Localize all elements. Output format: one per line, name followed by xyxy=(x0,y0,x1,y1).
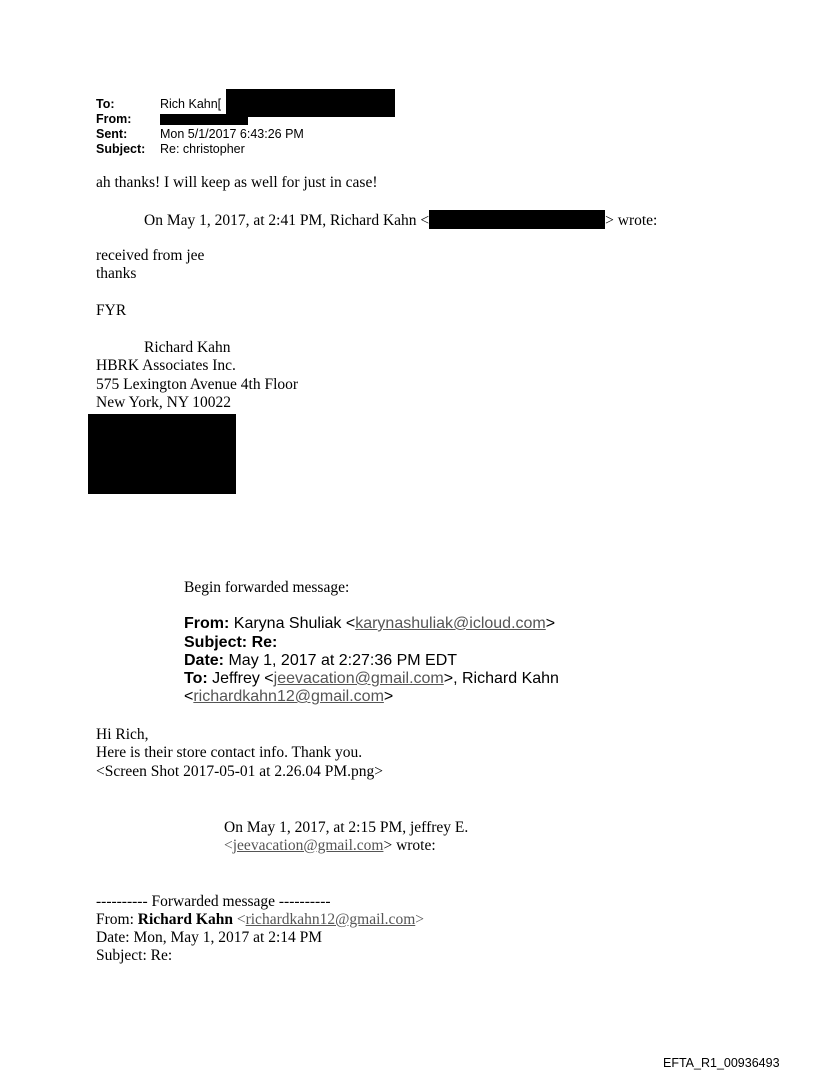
forward-date-label: Date: xyxy=(184,652,225,669)
quote-intro-pre: On May 1, 2017, at 2:41 PM, Richard Kahn < xyxy=(144,212,430,229)
forward-from-email[interactable]: karynashuliak@icloud.com xyxy=(355,615,546,632)
forward-from-name: Karyna Shuliak < xyxy=(229,615,356,632)
quote-intro-post: > wrote: xyxy=(605,212,658,229)
forward-to-label: To: xyxy=(184,670,208,687)
signature-address2: New York, NY 10022 xyxy=(96,394,232,411)
forward-to-close2: > xyxy=(383,688,394,705)
jeffrey-quote-email[interactable]: jeevacation@gmail.com xyxy=(232,837,384,854)
forward-subject-label: Subject: Re: xyxy=(184,634,278,651)
line-fyr: FYR xyxy=(96,302,127,319)
subject-value: Re: christopher xyxy=(160,142,245,156)
redaction-from xyxy=(160,114,248,125)
from-label: From: xyxy=(96,112,132,126)
jeffrey-quote-line2 xyxy=(224,837,436,855)
inner-forward-from xyxy=(96,911,424,929)
jeffrey-quote-open: < xyxy=(224,837,233,854)
redaction-to-email xyxy=(226,89,395,117)
forward-to-line2 xyxy=(184,688,393,707)
redaction-signature-block xyxy=(88,414,236,494)
karyna-line1: Here is their store contact info. Thank you. xyxy=(96,744,363,761)
inner-from-name: Richard Kahn xyxy=(137,911,233,928)
jeffrey-quote-close: > wrote: xyxy=(383,837,436,854)
forward-from-label: From: xyxy=(184,615,230,632)
inner-forward-subject: Subject: Re: xyxy=(96,947,173,964)
inner-from-open: < xyxy=(232,911,246,928)
forward-from-close: > xyxy=(545,615,556,632)
quote-intro xyxy=(144,210,657,230)
document-id: EFTA_R1_00936493 xyxy=(663,1056,780,1070)
to-label: To: xyxy=(96,97,115,111)
line-thanks: thanks xyxy=(96,265,137,282)
signature-address1: 575 Lexington Avenue 4th Floor xyxy=(96,376,299,393)
forward-to-email[interactable]: jeevacation@gmail.com xyxy=(273,670,444,687)
forward-to-email2[interactable]: richardkahn12@gmail.com xyxy=(193,688,384,705)
forward-to-name: Jeffrey < xyxy=(207,670,274,687)
inner-forward-divider: ---------- Forwarded message ---------- xyxy=(96,893,331,910)
inner-forward-date: Date: Mon, May 1, 2017 at 2:14 PM xyxy=(96,929,323,946)
jeffrey-quote-line1: On May 1, 2017, at 2:15 PM, jeffrey E. xyxy=(224,819,469,836)
sent-value: Mon 5/1/2017 6:43:26 PM xyxy=(160,127,304,141)
forward-to-line xyxy=(184,670,559,689)
karyna-attachment: <Screen Shot 2017-05-01 at 2.26.04 PM.png> xyxy=(96,763,383,780)
redaction-quote-email xyxy=(429,210,605,229)
forward-to-open2: < xyxy=(184,688,194,705)
inner-from-label: From: xyxy=(96,911,138,928)
sent-label: Sent: xyxy=(96,127,128,141)
inner-from-email[interactable]: richardkahn12@gmail.com xyxy=(245,911,416,928)
forward-date-line xyxy=(184,652,457,671)
reply-text: ah thanks! I will keep as well for just in case! xyxy=(96,174,378,191)
karyna-greeting: Hi Rich, xyxy=(96,726,149,743)
subject-label: Subject: xyxy=(96,142,146,156)
forward-subject-line xyxy=(184,634,277,653)
forward-from-line xyxy=(184,615,555,634)
signature-name: Richard Kahn xyxy=(144,339,231,356)
forward-to-rest: >, Richard Kahn xyxy=(443,670,559,687)
forward-date-value: May 1, 2017 at 2:27:36 PM EDT xyxy=(224,652,458,669)
to-value: Rich Kahn[ xyxy=(160,97,222,111)
signature-company: HBRK Associates Inc. xyxy=(96,357,236,374)
forward-intro: Begin forwarded message: xyxy=(184,579,350,596)
inner-from-close: > xyxy=(415,911,424,928)
line-received: received from jee xyxy=(96,247,205,264)
